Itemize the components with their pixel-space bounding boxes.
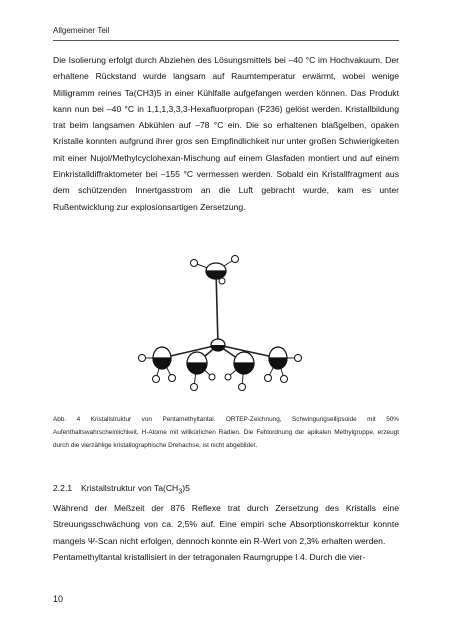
paragraph-spacegroup: Pentamethyltantal kristallisiert in der tetragonalen Raumgruppe I 4. Durch die vier- [53, 551, 366, 562]
body-text-top [53, 52, 399, 215]
body-text-bottom [53, 500, 399, 565]
paragraph-measurement: Während der Meßzeit der 876 Reflexe trat durch Zersetzung des Kristalls eine Streuungsschwächung von ca. 2,5% auf. Eine empiri sche Absorptionskorrektur konnte mangels Ψ-Scan nicht erfolgen, dennoch konnte ein R-Wert von 2,3% erhalten werden. [53, 503, 399, 546]
bond-apical [216, 271, 218, 345]
paragraph-isolation: Die Isolierung erfolgt durch Abziehen des Lösungsmittels bei –40 °C im Hochvakuum. Der erhaltene Rückstand wurde langsam auf Raumtemperatur erwärmt, wobei wenige Milligramm reines Ta(CH3)5 in einer Kühlfalle aufgefangen werden können. Das Produkt kann nun bei –40 °C in 1,1,1,3,3,3-Hexafluorpropan (F236) gelöst werden. Kristallbildung trat beim langsamen Abkühlen auf –78 °C ein. Die so erhaltenen blaßgelben, opaken Kristalle konnten aufgrund ihrer gros sen Empfindlichkeit nur unter großen Schwierigkeiten mit einer Nujol/Methylcyclohexan-Mischung auf einem Glasfaden montiert und auf einem Einkristalldiffraktometer bei –155 °C vermessen werden. Sobald ein Kristallfragment aus dem schützenden Innertgasstrom an die Luft gebracht wurde, kam es unter Rußentwicklung zur explosionsartigen Zersetzung. [53, 55, 399, 212]
figure-caption: Abb. 4 Kristallstruktur von Pentamethyltantal. ORTEP-Zeichnung, Schwingungsellipsoide mit 50% Aufenthaltswahrscheinlichkeit, H-Atome mit willkürlichen Radien. Die Fehlordnung der apikalen Methylgruppe, erzeugt durch die vierzählige kristallographische Drehachse, ist nicht abgebildet. [53, 416, 399, 450]
section-number: 2.2.1 [53, 483, 73, 493]
section-title-suffix: )5 [182, 483, 190, 493]
section-title-sub: 3 [178, 487, 183, 496]
section-heading [53, 483, 190, 496]
running-header: Allgemeiner Teil [53, 26, 110, 35]
header-rule [53, 40, 399, 41]
section-title-prefix: Kristallstruktur von Ta(CH [81, 483, 179, 493]
ortep-structure-figure [120, 245, 330, 405]
page-number: 10 [53, 594, 64, 604]
